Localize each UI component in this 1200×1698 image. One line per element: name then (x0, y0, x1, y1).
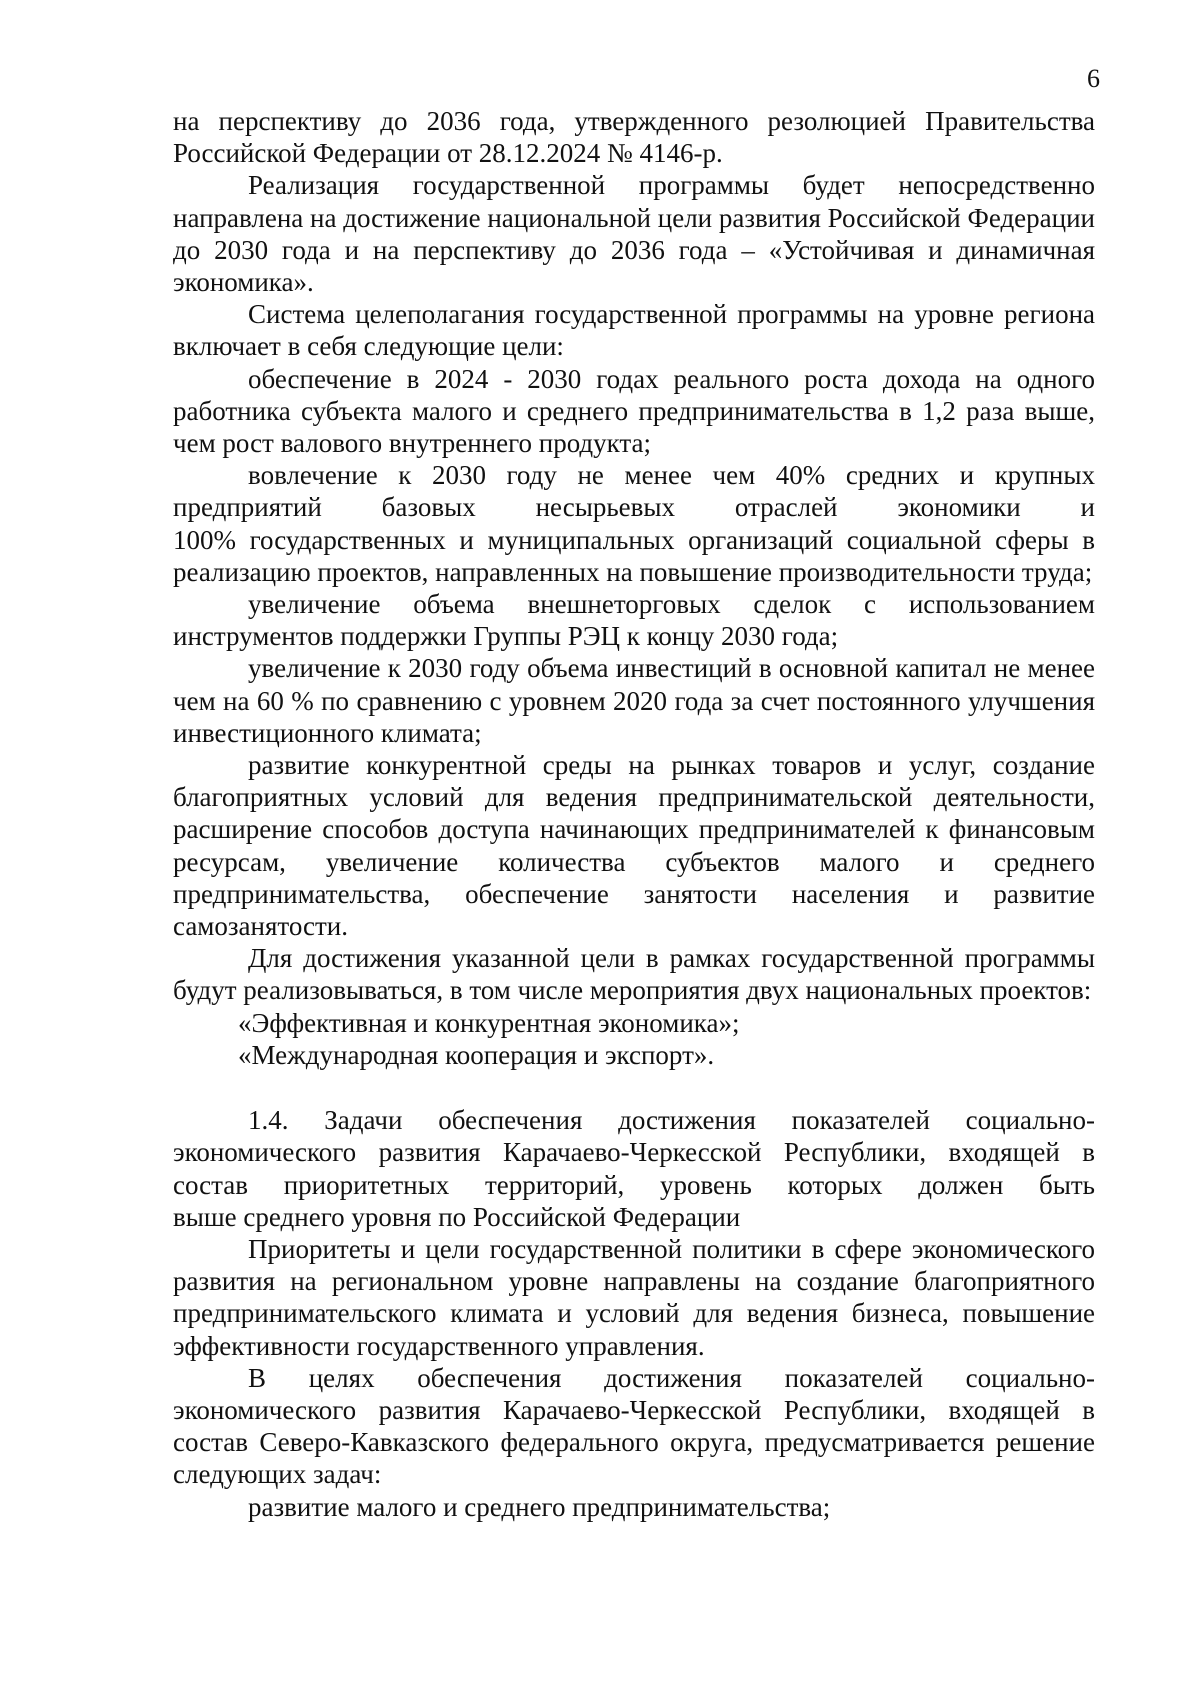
section-heading-1-4: 1.4. Задачи обеспечения достижения показателей социально-экономического развития Карачаево-Черкесской Республики, входящей в состав приоритетных территорий, уровень которых должен быть (173, 1105, 1095, 1200)
paragraph-program-goal: Реализация государственной программы будет непосредственно направлена на достижение национальной цели развития Российской Федерации до 2030 года и на перспективу до 2036 года – «Устойчивая и динамичная экономика». (173, 170, 1095, 298)
paragraph-tasks-intro: В целях обеспечения достижения показателей социально-экономического развития Карачаево-Черкесской Республики, входящей в состав Северо-Кавказского федерального округа, предусматривается решение следующих задач: (173, 1362, 1095, 1490)
paragraph-national-projects: Для достижения указанной цели в рамках государственной программы будут реализовываться, в том числе мероприятия двух национальных проектов: (173, 943, 1095, 1006)
national-project-economy: «Эффективная и конкурентная экономика»; (238, 1007, 740, 1038)
goal-item-income-growth: обеспечение в 2024 - 2030 годах реального роста дохода на одного работника субъекта малого и среднего предпринимательства в 1,2 раза выше, чем рост валового внутреннего продукта; (173, 363, 1095, 459)
goal-item-competition: развитие конкурентной среды на рынках товаров и услуг, создание благоприятных условий для ведения предпринимательской деятельности, расширение способов доступа начинающих предпринимателей к финансовым ресурсам, увеличение количества субъектов малого и среднего предпринимательства, обеспечение занятости населения и развитие самозанятости. (173, 750, 1095, 942)
document-body (173, 105, 1095, 1523)
goal-item-foreign-trade: увеличение объема внешнеторговых сделок с использованием инструментов поддержки Группы РЭЦ к концу 2030 года; (173, 589, 1095, 652)
paragraph-priorities: Приоритеты и цели государственной политики в сфере экономического развития на региональном уровне направлены на создание благоприятного предпринимательского климата и условий для ведения бизнеса, повышение эффективности государственного управления. (173, 1233, 1095, 1361)
national-project-export: «Международная кооперация и экспорт». (238, 1039, 715, 1070)
goal-item-investment: увеличение к 2030 году объема инвестиций в основной капитал не менее чем на 60 % по сравнению с уровнем 2020 года за счет постоянного улучшения инвестиционного климата; (173, 653, 1095, 748)
task-item-sme: развитие малого и среднего предпринимательства; (248, 1491, 831, 1522)
section-heading-1-4-end: выше среднего уровня по Российской Федерации (173, 1201, 741, 1232)
paragraph-goal-system: Система целеполагания государственной программы на уровне региона включает в себя следующие цели: (173, 299, 1095, 362)
goal-item-enterprises: вовлечение к 2030 году не менее чем 40% средних и крупных предприятий базовых несырьевых отраслей экономики и (173, 460, 1095, 523)
goal-item-organizations: 100% государственных и муниципальных организаций социальной сферы в реализацию проектов, направленных на повышение производительности труда; (173, 524, 1095, 587)
page-number: 6 (1087, 64, 1100, 93)
paragraph-continuation: на перспективу до 2036 года, утвержденного резолюцией Правительства Российской Федерации от 28.12.2024 № 4146-р. (173, 106, 1095, 169)
